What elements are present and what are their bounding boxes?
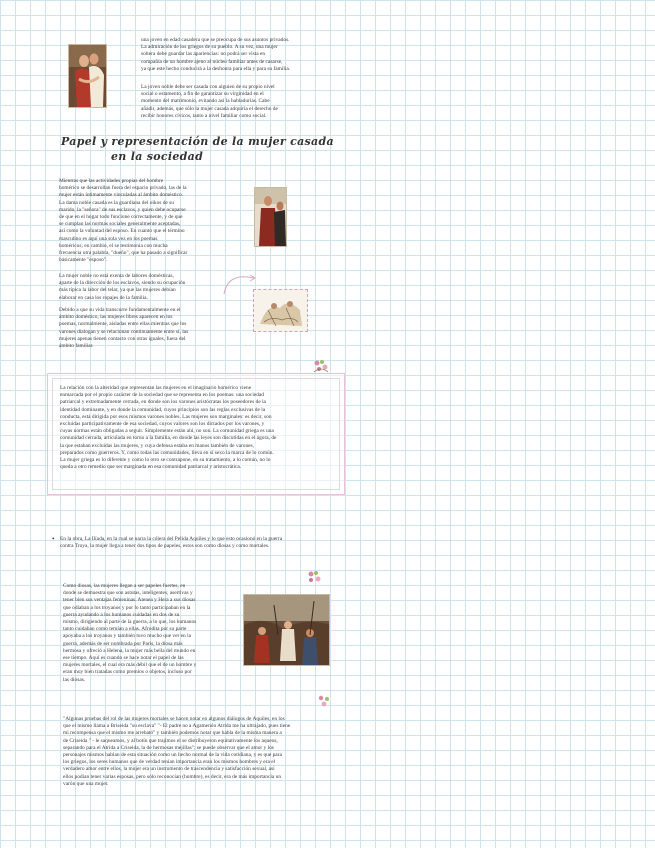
text-line: poemas, normalmente, aisladas entre ellas mientras que los xyxy=(59,321,187,328)
text-line: excluidas participativamente de esa sociedad, cuyos valores son los dictados por los varones, y xyxy=(60,421,265,428)
text-line: Mientras que las actividades propias del hombre xyxy=(59,178,164,184)
text-line: enmarcada por el propio carácter de la sociedad que se representa en los poemas: una sociedad xyxy=(60,392,265,399)
text-line: ya que este hecho conducirá a la deshonra para ella y para su familia. xyxy=(141,65,291,72)
marriage-paragraph xyxy=(141,84,357,120)
floral-ornament-icon xyxy=(305,568,323,586)
isolation-paragraph xyxy=(59,307,249,350)
text-line: varón que una mujer. xyxy=(63,780,109,787)
floral-ornament-icon xyxy=(316,693,332,709)
text-line: queda a otro remedio que ser marginada en esa comunidad patriarcal y aristocrática. xyxy=(60,464,242,471)
text-line: homérico se desarrollan fuera del espacio privado, las de la xyxy=(59,185,187,192)
text-line: varones dialogan y se relacionan continuamente entre sí, las xyxy=(59,328,189,335)
section-title-line-2: en la sociedad xyxy=(111,150,204,163)
text-line: tener bien sus ventajas femeninas. Atenea y Hera a sus diosas xyxy=(63,597,196,604)
bullet-icon: • xyxy=(52,535,55,543)
text-line: más típica la labor del telar, ya que las mujeres debían xyxy=(59,287,176,294)
text-line: La admiración de los griegos de su pueblo. A su vez, una mujer xyxy=(141,44,278,51)
text-line: que el mismo llama a Briseida "su esclava" "- El padre no a Agamenón Atrida me ha ultrajado, pues tiene xyxy=(63,723,291,730)
intro-paragraph xyxy=(141,37,357,73)
text-line: verdadero amor entre ellos, la mujer era un instrumento de trascendencia y satisfacción sexual, así xyxy=(63,766,275,773)
text-line: soltera debe guardar las apariencias: no podrá ser vista en xyxy=(141,51,266,58)
text-line: identidad dominante, y en donde la comunidad, cuyos principios son las reglas exclusivas de la xyxy=(60,406,266,413)
text-line: ámbito doméstico, las mujeres libres aparecen en los xyxy=(59,314,173,321)
goddesses-paragraph xyxy=(63,583,239,684)
text-line: mismo, dirigiendo al parte de la guerra, a lo que, los humanos xyxy=(63,619,197,626)
text-line: las diosas. xyxy=(63,676,86,683)
text-line: Debido a que su vida transcurre fundamentalmente en el xyxy=(59,307,181,313)
text-line: ámbito familiar. xyxy=(59,343,94,350)
text-line: preparados como guerreros. Y, como todas las comunidades, lleva en sí sexo la marca de lo común. xyxy=(60,449,274,456)
bullet-paragraph xyxy=(60,536,350,550)
text-line: patriarcal y extremadamente cerrada, en donde son los varones aristócratas los poseedores de la xyxy=(60,399,266,406)
text-line: hermosa y ofreció a Helena, la mujer más bella del mundo en xyxy=(63,647,196,654)
text-line: apoyaba a los troyanos y también tuvo mucho que ver en la xyxy=(63,633,191,640)
text-line: cuyas normas están obligadas a seguir. Simplemente están ahí, no son. La comunidad griega es una xyxy=(60,428,274,435)
text-line: mi recompensa que el mismo me arrebató" y también podemos notar que habla de la misma manera a xyxy=(63,730,282,737)
text-line: ellos podían tener varias esposas, pero sólo reconocían (hombre), es decir, era de más importancia un xyxy=(63,773,282,780)
text-line: masculino es aquí una sola vez en los poemas xyxy=(59,235,158,242)
section-title-line-1: Papel y representación de la mujer casada xyxy=(61,135,334,148)
text-line: así como la voluntad del esposo. En cuanto que el término xyxy=(59,228,185,235)
text-line: mujer están íntimamente vinculadas al ámbito doméstico. xyxy=(59,192,184,199)
text-line: de que en el hogar todo funcione correctamente, y de que xyxy=(59,214,183,221)
quote-frame xyxy=(47,373,345,495)
text-line: básicamente "esposo". xyxy=(59,257,108,264)
sketch-drawing-image xyxy=(253,289,308,332)
text-line: mujeres mortales, el cual era más débil que el de un hombre y xyxy=(63,662,197,669)
text-line: se cumplan las normas sociales generalmente aceptadas, xyxy=(59,221,181,228)
text-line: mujeres apenas tienen contacto con otras iguales, fuera del xyxy=(59,335,186,342)
text-line: elaborar en casa los ropajes de la familia. xyxy=(59,294,148,301)
text-line: donde se demuestra que son astutas, inteligentes, asertivas y xyxy=(63,590,193,597)
text-line: La mujer noble no está exenta de labores domésticas, xyxy=(59,273,174,279)
text-line: momento del matrimonio, evitando así la habladurías. Cabe xyxy=(141,98,270,105)
text-line: La relación con la alteridad que representan las mujeres en el imaginario homérico viene xyxy=(60,385,252,391)
text-line: añadir, además, que sólo la mujer casada adquiría el derecho de xyxy=(141,105,278,112)
text-line: una joven en edad casadera que se preocupa de sus asuntos privados. xyxy=(141,37,290,43)
text-line: En la obra, La Ilíada, en la cual se narra la cólera del Pelida Aquiles y lo que esto ocasionó en la guerra xyxy=(60,536,283,542)
text-line: Como diosas, las mujeres llegan a ser papeles fuertes, en xyxy=(63,583,186,589)
text-line: de Criseida " - le saqueamos, y al botín que trajimos el se distribuyeron equitativamente los aqueos, xyxy=(63,737,278,744)
domestic-paragraph xyxy=(59,178,249,264)
text-line: separando para el Atrida a Criseida, la de hermosas mejillas"; se puede observar que el amor y los xyxy=(63,744,274,751)
text-line: "Algunas pruebas del rol de las mujeres mortales se hacen notar en algunos diálogos de Aquiles, en los xyxy=(63,716,285,722)
text-line: aparte de la dirección de los esclavos, siendo su ocupación xyxy=(59,280,186,287)
text-line: homéricos; en cambio, el se testimonia con mucha xyxy=(59,242,168,249)
text-line: frecuencia otra palabra, "dueño", que ha pasado a significar xyxy=(59,250,188,257)
text-line: comunidad cerrada, articulada en torno a la familia, en donde las leyes son discutidas en el ágora, de xyxy=(60,435,277,442)
mortals-paragraph xyxy=(63,716,333,788)
text-line: tanto cuidaban como temían a ellas. Afrodita por su parte xyxy=(63,626,187,633)
painting-figures-image xyxy=(254,187,287,247)
painting-couple-image xyxy=(68,44,107,108)
text-line: conducta, está dirigida por esos mismos varones nobles. Las mujeres son marginales: es decir, son xyxy=(60,413,272,420)
text-line: ese tiempo. Aquí es cuando se hace notar el papel de las xyxy=(63,655,184,662)
floral-ornament-icon xyxy=(312,358,330,374)
text-line: recibir honores cívicos, tanto a nivel familiar como social. xyxy=(141,112,267,119)
text-line: guerra ayudando a los humanos cuidadas en dos de su xyxy=(63,611,180,618)
text-line: guerra, además de ser nombrada por Paris, la diosa más xyxy=(63,640,183,647)
text-line: La dama noble casada es la guardiana del oikos de su xyxy=(59,199,174,206)
text-line: social o estamento, a fin de garantizar su virginidad en el xyxy=(141,91,264,98)
text-line: La joven noble debe ser casada con alguien de su propio nivel xyxy=(141,84,275,90)
text-line: que odiaban a los troyanos y por lo tanto participaban en la xyxy=(63,604,191,611)
text-line: compañía de un hombre ajeno al núcleo familiar antes de casarse, xyxy=(141,58,283,65)
text-line: eran muy bien tratadas como premios o objetos, incluso por xyxy=(63,669,192,676)
text-line: los griegos, los seres humanos que de verdad tenían importancia eran los mismos hombres y era el xyxy=(63,759,276,766)
painting-battle-image xyxy=(243,594,330,666)
framed-paragraph xyxy=(60,385,334,471)
text-line: contra Troya, la mujer llega a tener dos tipos de papeles, estos son como diosas y como mortales. xyxy=(60,543,270,550)
text-line: personajes mismos hablan de esta situación como un hecho normal de la vida cotidiana, y es que para xyxy=(63,752,282,759)
text-line: marido, la "señora" de sus esclavos, y quien debe ocuparse xyxy=(59,206,186,213)
text-line: La mujer griega es lo diferente y como lo otro se contrapone, en su tratamiento, a lo común, no lo xyxy=(60,457,271,464)
text-line: la que estaban excluidas las mujeres, y cuya defensa estaba en manos también de varones, xyxy=(60,442,254,449)
